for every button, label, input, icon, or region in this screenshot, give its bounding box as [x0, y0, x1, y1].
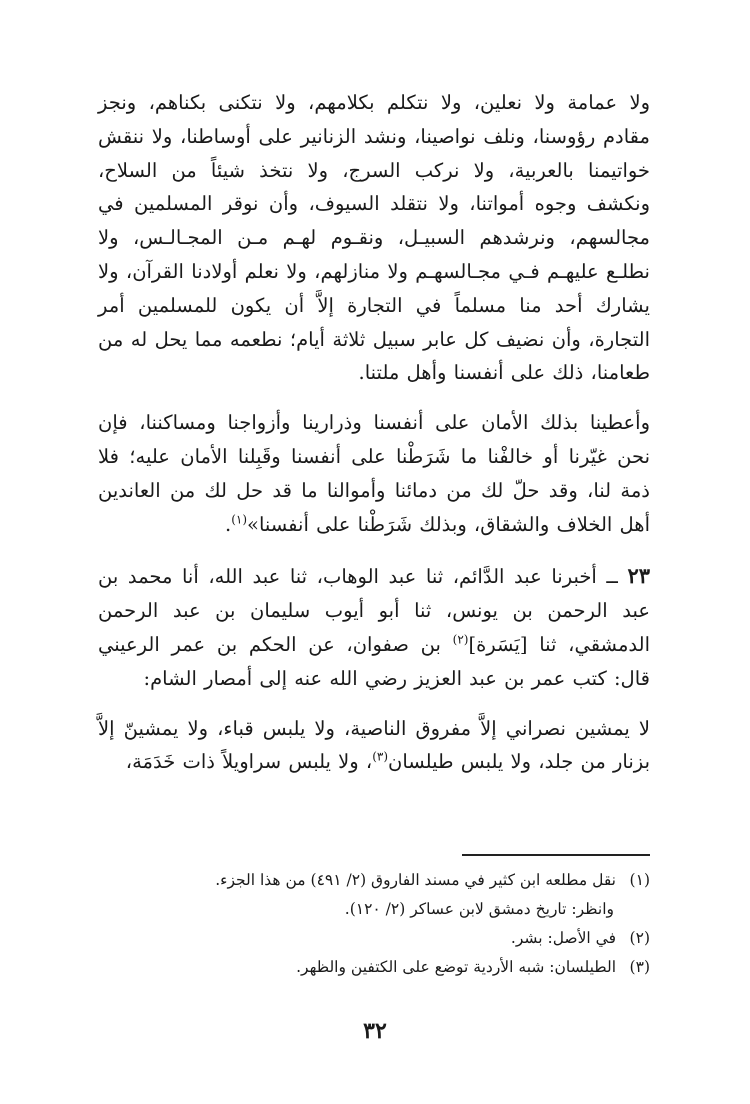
footnote-reference-3: (٣)	[372, 749, 389, 764]
footnote-2	[90, 924, 650, 953]
footnote-3	[90, 953, 650, 982]
paragraph-4-text-a: لا يمشين نصراني إلاَّ مفروق الناصية، ولا يلبس قباء، ولا يمشينّ إلاَّ بزنار من جلد، ولا يلبس طيلسان	[98, 716, 650, 774]
footnote-text: الطيلسان: شبه الأردية توضع على الكتفين والظهر.	[296, 958, 616, 976]
paragraph-4	[98, 712, 650, 780]
paragraph-3	[98, 559, 650, 695]
footnote-text: نقل مطلعه ابن كثير في مسند الفاروق (٢/ ٤٩١) من هذا الجزء.	[215, 871, 616, 889]
footnote-separator	[462, 854, 650, 856]
footnote-text: في الأصل: بشر.	[510, 929, 616, 947]
paragraph-1: ولا عمامة ولا نعلين، ولا نتكلم بكلامهم، ولا نتكنى بكناهم، ونجز مقادم رؤوسنا، ونلف نواصينا، ونشد الزنانير على أوساطنا، ولا ننقش خواتيمنا بالعربية، ولا نركب السرج، ولا نتخذ شيئاً من السلاح، ونكشف وجوه أمواتنا، ولا نتقلد السيوف، وأن نوقر المسلمين في مجالسهم، ونرشدهم السبيـل، ونقـوم لهـم مـن المجـالـس، ولا نطلـع عليهـم فـي مجـالسهـم ولا منازلهم، ولا نعلم أولادنا القرآن، ولا يشارك أحد منا مسلماً في التجارة إلاَّ أن يكون للمسلمين أمر التجارة، وأن نضيف كل عابر سبيل ثلاثة أيام؛ نطعمه مما يحل له من طعامنا، ذلك على أنفسنا وأهل ملتنا.	[98, 91, 650, 385]
main-text	[98, 86, 650, 779]
footnote-number: (١)	[629, 871, 650, 889]
paragraph-3-text-a: ــ أخبرنا عبد الدَّائم، ثنا عبد الوهاب، ثنا عبد الله، أنا محمد بن عبد الرحمن بن يونس، ثنا أبو أيوب سليمان بن عبد الرحمن الدمشقي، ثنا [يَسَرة]	[98, 565, 650, 656]
paragraph-2-text: وأعطينا بذلك الأمان على أنفسنا وذرارينا وأزواجنا ومساكننا، فإن نحن غيّرنا أو خالفْنا ما شَرَطْنا على أنفسنا وقَبِلنا الأمان عليه؛ فلا ذمة لنا، وقد حلّ لك من دمائنا وأموالنا ما قد حل لك من العاندين أهل الخلاف والشقاق، وبذلك شَرَطْنا على أنفسنا»	[98, 411, 650, 536]
footnote-number: (٣)	[629, 958, 650, 976]
paragraph-4-text-b: ، ولا يلبس سراويلاً ذات خَدَمَة،	[125, 750, 373, 774]
paragraph-2	[98, 406, 650, 541]
footnote-text: وانظر: تاريخ دمشق لابن عساكر (٢/ ١٢٠).	[344, 900, 614, 918]
footnote-1	[90, 866, 650, 895]
page-number: ٣٢	[363, 1018, 387, 1044]
footnote-reference-2: (٢)	[452, 632, 469, 647]
hadith-number: ٢٣	[627, 563, 651, 589]
paragraph-3-text-b: بن صفوان، عن الحكم بن عمر الرعيني قال: كتب عمر بن عبد العزيز رضي الله عنه إلى أمصار الشام:	[98, 632, 650, 690]
footnote-reference-1: (١)	[231, 512, 248, 527]
footnote-number: (٢)	[629, 929, 650, 947]
footnote-1-continuation	[90, 895, 650, 924]
paragraph-2-end: .	[225, 512, 232, 536]
footnotes	[90, 866, 650, 982]
